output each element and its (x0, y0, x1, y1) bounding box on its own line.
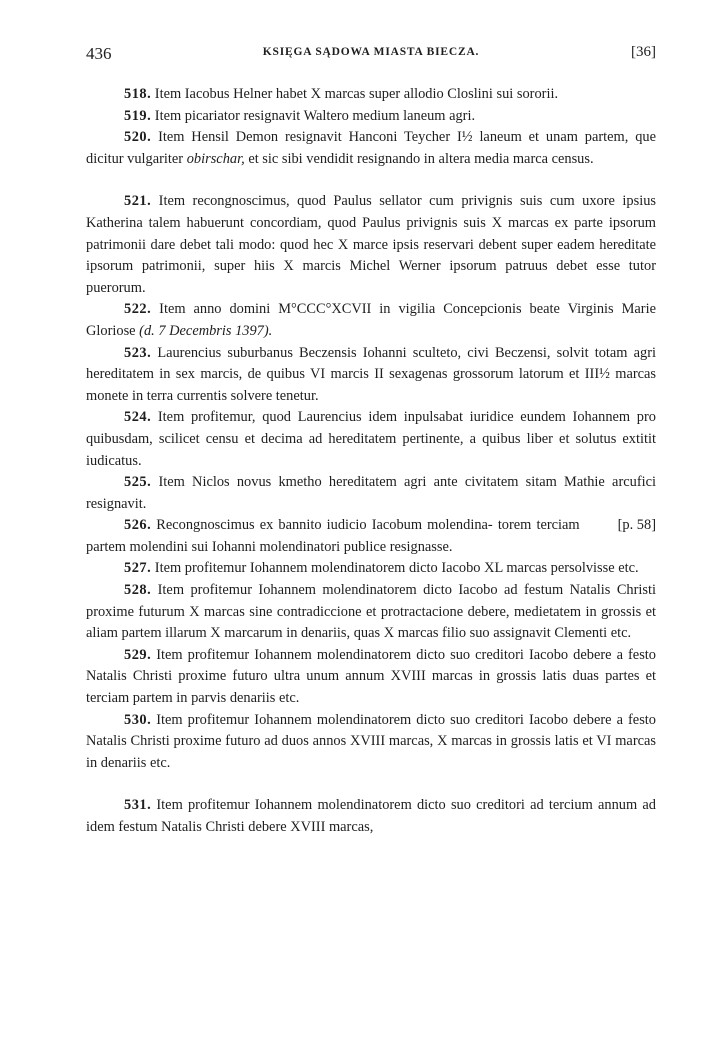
entry-number: 530. (124, 711, 152, 728)
page-number: 436 (86, 44, 112, 63)
entries-body (86, 84, 656, 839)
entry-text: Item profitemur Iohannem molendinatorem dicto Iacobo XL marcas persolvisse etc. (154, 560, 639, 577)
entry-text: Item picariator resignavit Waltero medium laneum agri. (154, 107, 476, 124)
entry-number: 527. (124, 560, 152, 577)
entry-text: Item profitemur Iohannem molendinatorem dicto suo creditori ad tercium annum ad idem festum Natalis Christi debere XVIII marcas, (86, 797, 656, 835)
entry-519 (86, 106, 656, 128)
page-header (86, 36, 656, 64)
entry-number: 519. (124, 107, 152, 124)
entry-text: et sic sibi vendidit resignando in altera media marca census. (248, 150, 594, 167)
entry-524 (86, 407, 656, 472)
entry-number: 529. (124, 646, 152, 663)
entry-text: torem terciam partem molendini sui Iohanni molendinatori publice resignasse. (86, 517, 580, 555)
entry-523 (86, 343, 656, 408)
entry-number: 526. (124, 517, 152, 534)
entry-text: Laurencius suburbanus Beczensis Iohanni sculteto, civi Beczensi, solvit totam agri hereditatem in sex marcis, de quibus VI marcis II sexagenas grossorum latorum et III½ marcas monete in terra currentis solvere tenetur. (86, 344, 656, 404)
document-page (86, 36, 656, 839)
entry-530 (86, 710, 656, 775)
entry-522 (86, 299, 656, 342)
entry-text: Item Niclos novus kmetho hereditatem agri ante civitatem sitam Mathie arcufici resignavit. (86, 474, 656, 512)
entry-527 (86, 558, 656, 580)
entry-number: 520. (124, 129, 152, 146)
entry-number: 518. (124, 86, 152, 102)
entry-531 (86, 795, 656, 838)
entry-text: Item profitemur Iohannem molendinatorem dicto Iacobo ad festum Natalis Christi proxime futurum X marcas sine contradiccione et protractacione debere, medietatem in grossis et aliam partem illarum X marcarum in denariis, quas X marcas filio suo assignavit Clementi etc. (86, 582, 656, 642)
entry-number: 531. (124, 797, 152, 814)
entry-italic-term: obirschar, (186, 150, 245, 167)
entry-528 (86, 580, 656, 645)
folio-reference: [36] (631, 44, 656, 60)
marginal-page-reference: [p. 58] (617, 517, 656, 534)
entry-number: 522. (124, 301, 152, 318)
entry-text: Item Hensil Demon resignavit Hanconi Teycher I½ laneum et unam partem, que dicitur vulgariter (86, 129, 656, 167)
entry-text: Item anno domini M°CCC°XCVII in vigilia Concepcionis beate Virginis Marie Gloriose (86, 301, 656, 339)
entry-number: 521. (124, 193, 152, 210)
entry-525 (86, 472, 656, 515)
entry-520 (86, 127, 656, 170)
entry-526 (86, 515, 656, 558)
entry-518 (86, 84, 656, 106)
entry-number: 525. (124, 474, 152, 491)
entry-number: 528. (124, 582, 152, 599)
entry-529 (86, 645, 656, 710)
entry-text: Item profitemur Iohannem molendinatorem dicto suo creditori Iacobo debere a festo Natalis Christi proxime futuro ad duos annos XVIII marcas, X marcas in grossis latis et VI marcas in denariis etc. (86, 711, 656, 771)
entry-text: Item Iacobus Helner habet X marcas super allodio Closlini sui sororii. (154, 86, 559, 102)
entry-text: Item profitemur, quod Laurencius idem inpulsabat iuridice eundem Iohannem pro quibusdam, scilicet censu et decima ad hereditatem pertinente, a quibus liber et solutus extitit iudicatus. (86, 409, 656, 469)
entry-text: Item recongnoscimus, quod Paulus sellator cum privignis suis cum uxore ipsius Katherina talem habuerunt concordiam, quod Paulus privignis suis X marcas ex parte ipsorum patrimonii dare debet tali modo: quod hec X marce ipsis reservari debent super eadem hereditate ipsorum patrimonii, super hiis X marcis Michel Werner ipsorum patruus debet esse tutor puerorum. (86, 193, 656, 296)
entry-text: Item profitemur Iohannem molendinatorem dicto suo creditori Iacobo debere a festo Natalis Christi proxime futuro ultra unum annum XVIII marcas in grossis latis duas partes et terciam partem in parvis denariis etc. (86, 646, 656, 707)
entry-date-annotation: (d. 7 Decembris 1397). (139, 322, 273, 339)
entry-521 (86, 191, 656, 299)
running-title: KSIĘGA SĄDOWA MIASTA BIECZA. (262, 46, 480, 58)
entry-number: 523. (124, 344, 152, 361)
entry-text: Recongnoscimus ex bannito iudicio Iacobum molendina- (156, 517, 493, 534)
entry-number: 524. (124, 409, 152, 426)
